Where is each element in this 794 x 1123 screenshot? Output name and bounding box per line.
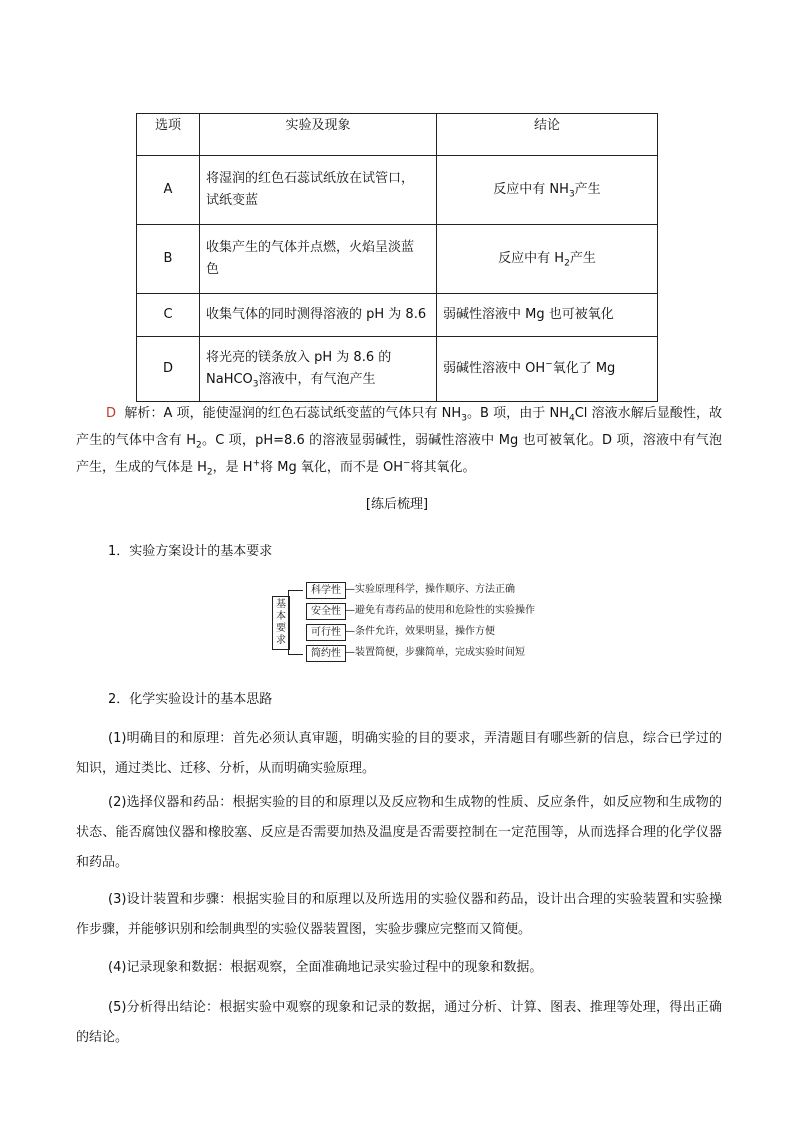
obs-line: 试纸变蓝 (206, 193, 259, 208)
row-option: B (137, 225, 200, 294)
row-observation (200, 294, 437, 337)
diagram-node: 科学性 (306, 582, 346, 599)
section-heading-2: 2．化学实验设计的基本思路 (108, 692, 273, 707)
con-text: 产生 (569, 251, 596, 266)
analysis-sub: 2 (206, 467, 213, 478)
analysis-text: Cl 溶液水解后显酸性，故产生的气体中含有 H (76, 406, 722, 448)
row-option: D (137, 337, 200, 402)
diagram-node: 简约性 (306, 645, 346, 662)
answer-letter: D (106, 406, 117, 421)
header-conclusion: 结论 (437, 114, 658, 156)
row-observation (200, 156, 437, 225)
analysis-text: ，是 H (212, 460, 253, 475)
obs-line: 收集气体的同时测得溶液的 pH 为 8.6 (206, 307, 427, 322)
obs-line: 将湿润的红色石蕊试纸放在试管口， (206, 171, 415, 186)
root-char: 本 (276, 611, 286, 622)
diagram-desc: —装置简便，步骤简单，完成实验时间短 (345, 647, 525, 658)
con-sub: 2 (564, 258, 570, 269)
analysis-sup: + (252, 458, 261, 469)
root-char: 基 (276, 599, 286, 610)
analysis-sub: 4 (568, 413, 575, 424)
row-option: A (137, 156, 200, 225)
row-observation (200, 337, 437, 402)
paragraph-2: (2)选择仪器和药品：根据实验的目的和原理以及反应物和生成物的性质、反应条件，如反应物和生成物的状态、能否腐蚀仪器和橡胶塞、反应是否需要加热及温度是否需要控制在一定范围等，从而选择合理的化学仪器和药品。 (76, 795, 722, 870)
obs-text: 溶液中，有气泡产生 (258, 372, 376, 387)
root-char: 要 (276, 623, 286, 634)
con-text: 氧化了 Mg (552, 361, 616, 376)
analysis-paragraph (76, 400, 722, 481)
row-conclusion (437, 225, 658, 294)
experiment-table (136, 113, 658, 402)
analysis-sub: 3 (461, 413, 467, 424)
table-row (137, 294, 658, 337)
table-row (137, 225, 658, 294)
con-text: 弱碱性溶液中 Mg 也可被氧化 (443, 307, 614, 322)
analysis-text: 解析：A 项，能使湿润的红色石蕊试纸变蓝的气体只有 NH (124, 406, 462, 421)
paragraph-4: (4)记录现象和数据：根据观察，全面准确地记录实验过程中的现象和数据。 (108, 960, 543, 975)
con-text: 反应中有 H (498, 251, 565, 266)
obs-line: 将光亮的镁条放入 pH 为 8.6 的 (206, 350, 392, 365)
obs-sub: 3 (252, 379, 259, 390)
obs-line: 色 (206, 262, 220, 277)
analysis-sub: 2 (196, 440, 202, 451)
diagram-desc: —实验原理科学，操作顺序、方法正确 (345, 584, 515, 595)
con-text: 弱碱性溶液中 OH (443, 361, 546, 376)
section-heading-1: 1．实验方案设计的基本要求 (108, 544, 273, 559)
table-row (137, 156, 658, 225)
row-conclusion (437, 156, 658, 225)
header-option: 选项 (137, 114, 200, 156)
diagram-desc: —避免有毒药品的使用和危险性的实验操作 (345, 605, 535, 616)
obs-line: 收集产生的气体并点燃，火焰呈淡蓝 (206, 240, 415, 255)
analysis-sup: − (403, 458, 411, 469)
root-char: 求 (276, 635, 286, 646)
diagram-desc: —条件允许，效果明显，操作方便 (345, 626, 495, 637)
table-row (137, 337, 658, 402)
row-conclusion (437, 337, 658, 402)
requirements-diagram (270, 582, 600, 662)
con-text: 产生 (574, 182, 601, 197)
analysis-text: 将 Mg 氧化，而不是 OH (260, 460, 403, 475)
row-option: C (137, 294, 200, 337)
review-title: [练后梳理] (365, 497, 429, 512)
row-conclusion (437, 294, 658, 337)
con-text: 反应中有 NH (493, 182, 569, 197)
diagram-bracket (288, 590, 303, 655)
diagram-node: 可行性 (306, 624, 346, 641)
analysis-text: 将其氧化。 (410, 460, 476, 475)
paragraph-3: (3)设计装置和步骤：根据实验目的和原理以及所选用的实验仪器和药品，设计出合理的实验装置和实验操作步骤，并能够识别和绘制典型的实验仪器装置图，实验步骤应完整而又简便。 (76, 892, 722, 937)
diagram-node: 安全性 (306, 603, 346, 620)
con-sup: − (545, 359, 553, 370)
analysis-text: 。C 项，pH=8.6 的溶液显弱碱性，弱碱性溶液中 Mg 也可被氧化。D 项，溶液中有气泡产生，生成的气体是 H (76, 433, 722, 475)
paragraph-5: (5)分析得出结论：根据实验中观察的现象和记录的数据，通过分析、计算、图表、推理等处理，得出正确的结论。 (76, 1000, 722, 1045)
analysis-text: 。B 项，由于 NH (466, 406, 569, 421)
header-observation: 实验及现象 (200, 114, 437, 156)
paragraph-1: (1)明确目的和原理：首先必须认真审题，明确实验的目的要求，弄清题目有哪些新的信息，综合已学过的知识，通过类比、迁移、分析，从而明确实验原理。 (76, 731, 722, 776)
con-sub: 3 (568, 189, 575, 200)
obs-text: NaHCO (206, 372, 253, 387)
table-header-row (137, 114, 658, 156)
row-observation (200, 225, 437, 294)
